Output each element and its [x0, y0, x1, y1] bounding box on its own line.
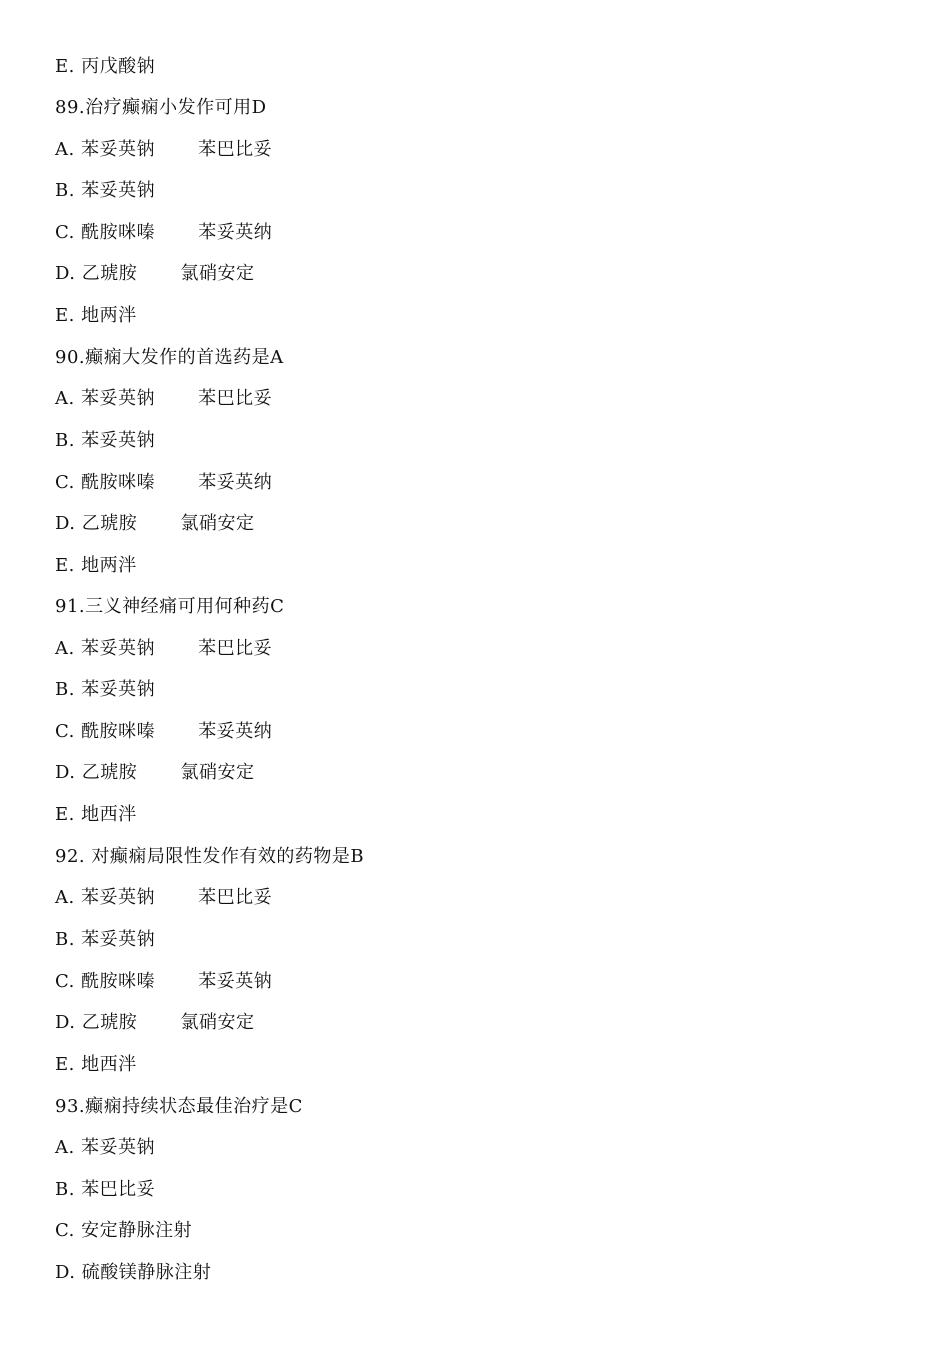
- option-a: A. 苯妥英钠 苯巴比妥: [55, 638, 273, 659]
- option-b: B. 苯巴比妥: [55, 1179, 156, 1200]
- option-e: E. 地两泮: [55, 305, 137, 326]
- question-93: 93.癫痫持续状态最佳治疗是C: [55, 1096, 303, 1117]
- option-a: A. 苯妥英钠 苯巴比妥: [55, 139, 273, 160]
- option-c: C. 安定静脉注射: [55, 1220, 193, 1241]
- option-d: D. 乙琥胺 氯硝安定: [55, 513, 255, 534]
- option-b: B. 苯妥英钠: [55, 929, 156, 950]
- option-e: E. 地西泮: [55, 804, 137, 825]
- question-91: 91.三义神经痛可用何种药C: [55, 596, 285, 617]
- option-d: D. 乙琥胺 氯硝安定: [55, 263, 255, 284]
- option-c: C. 酰胺咪嗪 苯妥英纳: [55, 721, 273, 742]
- option-c: C. 酰胺咪嗪 苯妥英纳: [55, 222, 273, 243]
- question-89: 89.治疗癫痫小发作可用D: [55, 97, 267, 118]
- option-a: A. 苯妥英钠: [55, 1137, 155, 1158]
- option-e: E. 地西泮: [55, 1054, 137, 1075]
- option-a: A. 苯妥英钠 苯巴比妥: [55, 388, 273, 409]
- option-b: B. 苯妥英钠: [55, 679, 156, 700]
- option-a: A. 苯妥英钠 苯巴比妥: [55, 887, 273, 908]
- option-d: D. 硫酸镁静脉注射: [55, 1262, 212, 1283]
- option-e: E. 地两泮: [55, 555, 137, 576]
- option-b: B. 苯妥英钠: [55, 430, 156, 451]
- option-e: E. 丙戊酸钠: [55, 56, 156, 77]
- option-b: B. 苯妥英钠: [55, 180, 156, 201]
- question-90: 90.癫痫大发作的首选药是A: [55, 347, 284, 368]
- question-92: 92. 对癫痫局限性发作有效的药物是B: [55, 846, 365, 867]
- option-c: C. 酰胺咪嗪 苯妥英钠: [55, 971, 273, 992]
- option-c: C. 酰胺咪嗪 苯妥英纳: [55, 472, 273, 493]
- option-d: D. 乙琥胺 氯硝安定: [55, 1012, 255, 1033]
- option-d: D. 乙琥胺 氯硝安定: [55, 762, 255, 783]
